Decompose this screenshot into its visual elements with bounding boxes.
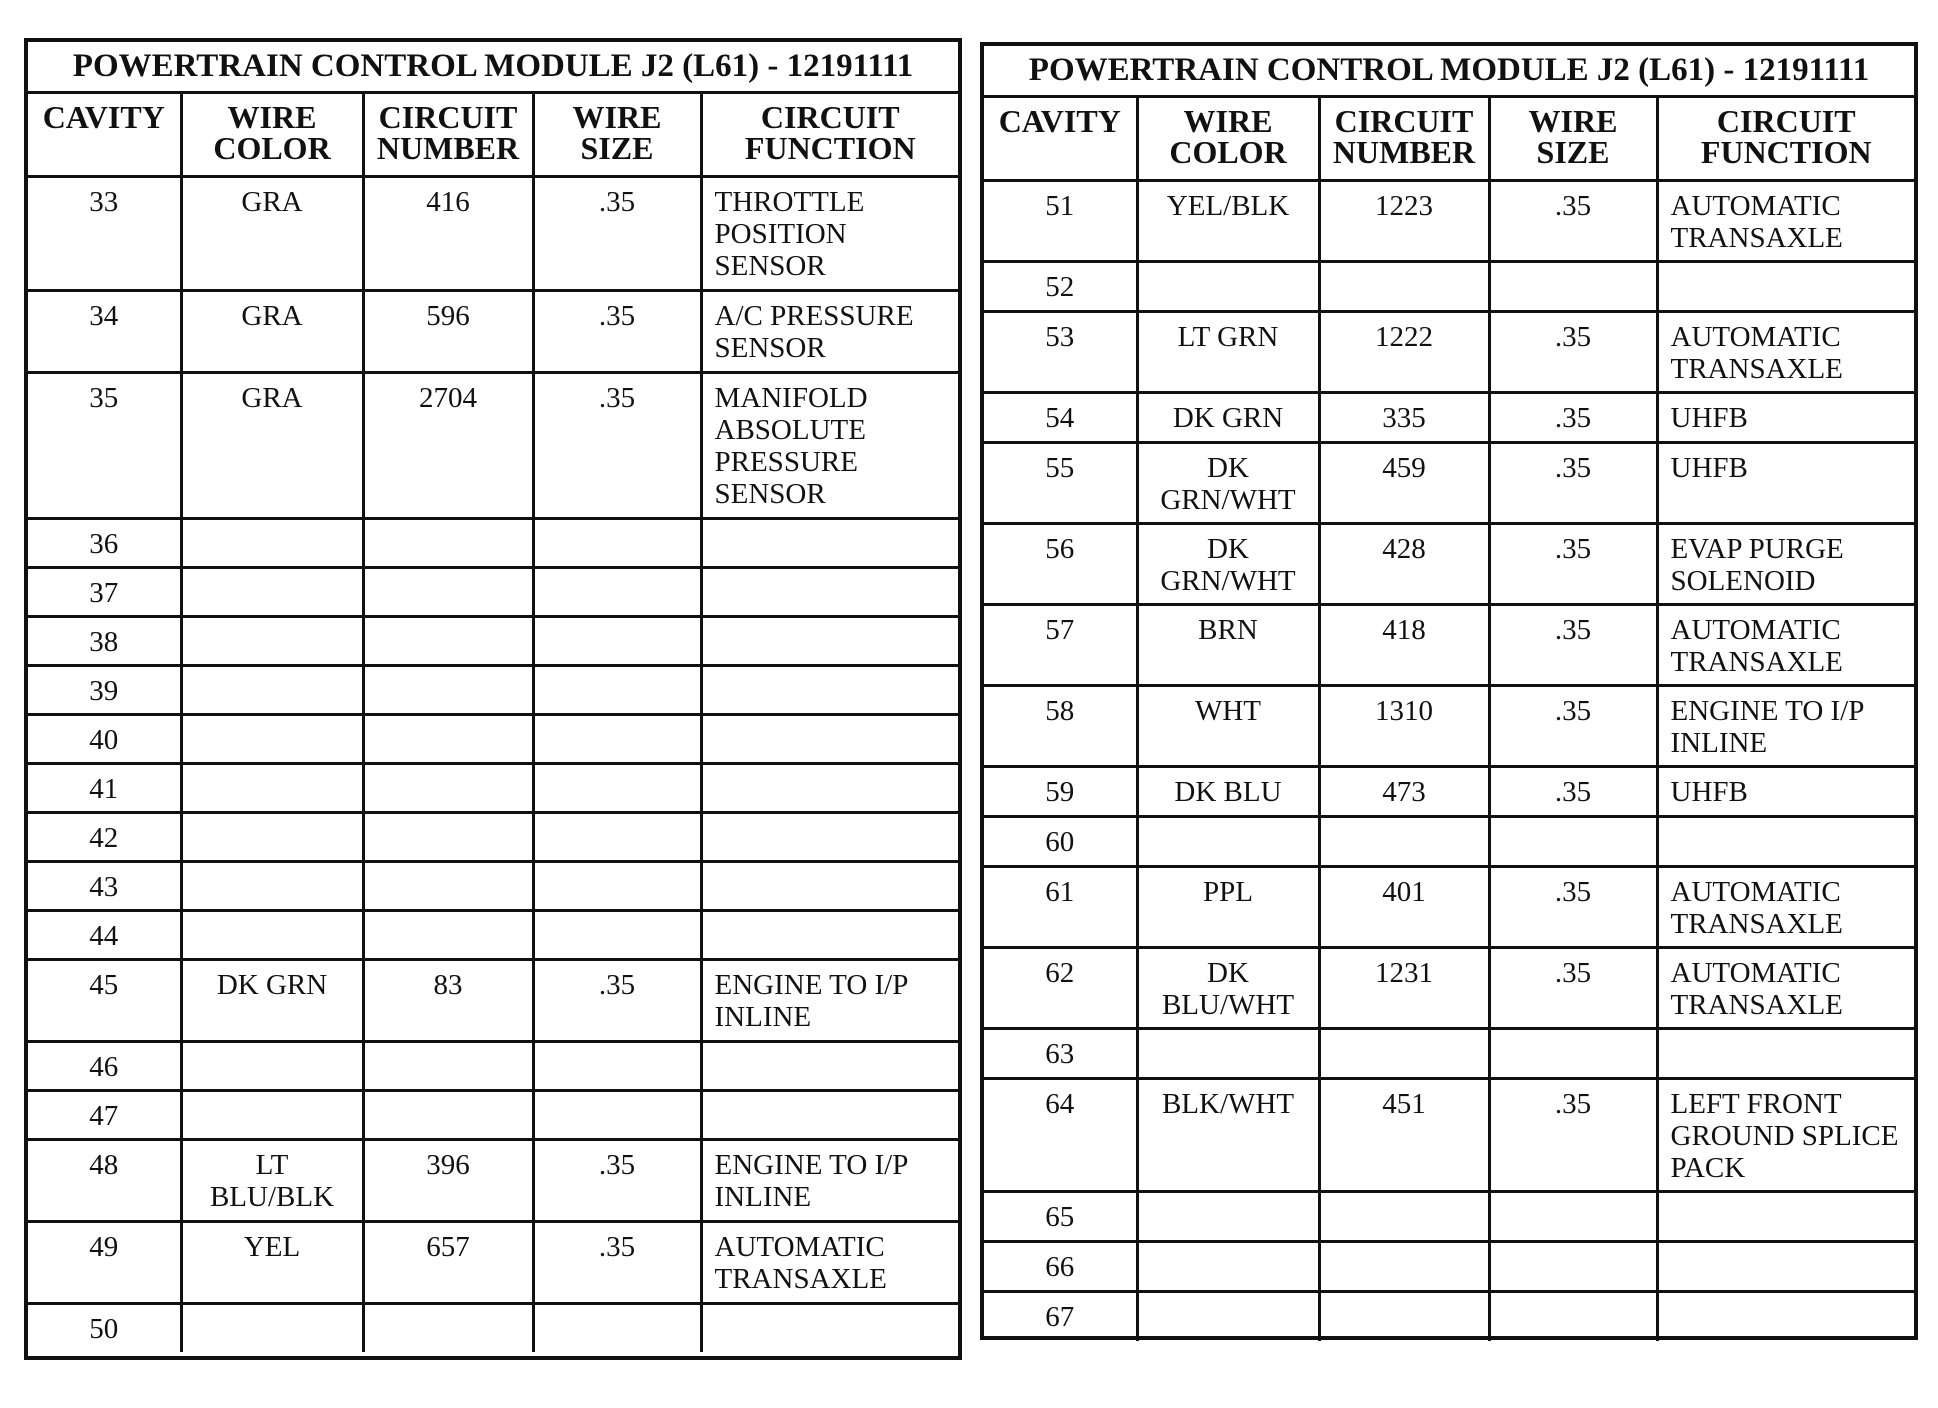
wire-size-cell: [533, 1303, 701, 1352]
wire-color-cell: DK GRN/WHT: [1137, 442, 1319, 523]
circuit-number-cell: 418: [1319, 604, 1489, 685]
header-cavity: CAVITY: [28, 92, 181, 176]
circuit-function-cell: AUTOMATIC TRANSAXLE: [1657, 947, 1914, 1028]
cavity-cell: 39: [28, 665, 181, 714]
table-row: [28, 616, 958, 665]
wire-size-cell: [533, 812, 701, 861]
circuit-function-cell: THROTTLE POSITION SENSOR: [701, 176, 958, 290]
cavity-cell: 50: [28, 1303, 181, 1352]
cavity-cell: 57: [984, 604, 1137, 685]
wire-size-cell: [533, 616, 701, 665]
wire-color-cell: [181, 1303, 363, 1352]
wire-size-cell: .35: [533, 372, 701, 518]
cavity-cell: 55: [984, 442, 1137, 523]
wire-color-cell: [181, 714, 363, 763]
circuit-function-cell: EVAP PURGE SOLENOID: [1657, 523, 1914, 604]
wire-color-cell: [181, 665, 363, 714]
wire-color-cell: DK GRN: [1137, 392, 1319, 442]
wire-size-cell: [533, 1041, 701, 1090]
wire-color-cell: DK BLU: [1137, 766, 1319, 816]
circuit-number-cell: [363, 567, 533, 616]
circuit-number-cell: [1319, 816, 1489, 866]
wire-color-cell: [181, 518, 363, 567]
circuit-number-cell: 416: [363, 176, 533, 290]
cavity-cell: 59: [984, 766, 1137, 816]
table-row: [28, 1221, 958, 1303]
table-row: [984, 685, 1914, 766]
circuit-function-cell: ENGINE TO I/P INLINE: [701, 959, 958, 1041]
header-circuit-number: CIRCUIT NUMBER: [1319, 96, 1489, 180]
cavity-cell: 38: [28, 616, 181, 665]
wire-size-cell: [533, 665, 701, 714]
table-row: [984, 947, 1914, 1028]
cavity-cell: 37: [28, 567, 181, 616]
wire-color-cell: PPL: [1137, 866, 1319, 947]
table-row: [28, 290, 958, 372]
wire-color-cell: LT BLU/BLK: [181, 1139, 363, 1221]
circuit-number-cell: 1231: [1319, 947, 1489, 1028]
table-row: [984, 180, 1914, 261]
connector-table: [28, 42, 958, 1352]
circuit-function-cell: [701, 616, 958, 665]
cavity-cell: 52: [984, 261, 1137, 311]
cavity-cell: 41: [28, 763, 181, 812]
wire-color-cell: [181, 616, 363, 665]
wire-size-cell: [1489, 816, 1657, 866]
wire-color-cell: LT GRN: [1137, 311, 1319, 392]
wire-color-cell: [1137, 1028, 1319, 1078]
wire-size-cell: [533, 714, 701, 763]
cavity-cell: 48: [28, 1139, 181, 1221]
circuit-function-cell: [701, 1303, 958, 1352]
circuit-function-cell: [701, 665, 958, 714]
cavity-cell: 53: [984, 311, 1137, 392]
cavity-cell: 51: [984, 180, 1137, 261]
circuit-function-cell: A/C PRESSURE SENSOR: [701, 290, 958, 372]
cavity-cell: 66: [984, 1241, 1137, 1291]
circuit-number-cell: [1319, 1028, 1489, 1078]
circuit-number-cell: 451: [1319, 1078, 1489, 1191]
cavity-cell: 54: [984, 392, 1137, 442]
circuit-number-cell: [1319, 1241, 1489, 1291]
wire-color-cell: [181, 1090, 363, 1139]
wire-size-cell: .35: [533, 290, 701, 372]
circuit-function-cell: [1657, 1241, 1914, 1291]
table-row: [984, 816, 1914, 866]
circuit-number-cell: [1319, 1191, 1489, 1241]
circuit-function-cell: UHFB: [1657, 442, 1914, 523]
circuit-number-cell: [363, 812, 533, 861]
circuit-function-cell: [701, 812, 958, 861]
table-row: [984, 1191, 1914, 1241]
circuit-function-cell: UHFB: [1657, 392, 1914, 442]
circuit-number-cell: 657: [363, 1221, 533, 1303]
wire-color-cell: [181, 861, 363, 910]
circuit-function-cell: [1657, 1291, 1914, 1341]
table-row: [28, 665, 958, 714]
wire-size-cell: .35: [1489, 180, 1657, 261]
circuit-function-cell: [701, 910, 958, 959]
connector-table: [984, 46, 1914, 1341]
circuit-number-cell: [363, 1090, 533, 1139]
circuit-number-cell: [1319, 1291, 1489, 1341]
circuit-function-cell: AUTOMATIC TRANSAXLE: [1657, 604, 1914, 685]
table-row: [28, 567, 958, 616]
cavity-cell: 65: [984, 1191, 1137, 1241]
wire-size-cell: [1489, 261, 1657, 311]
header-cavity: CAVITY: [984, 96, 1137, 180]
circuit-function-cell: [701, 861, 958, 910]
circuit-function-cell: [1657, 1191, 1914, 1241]
table-row: [984, 766, 1914, 816]
wire-color-cell: DK BLU/WHT: [1137, 947, 1319, 1028]
wire-color-cell: GRA: [181, 176, 363, 290]
circuit-number-cell: 1223: [1319, 180, 1489, 261]
pcm-table-right: [980, 42, 1918, 1340]
table-row: [28, 910, 958, 959]
header-circuit-function: CIRCUIT FUNCTION: [1657, 96, 1914, 180]
wire-size-cell: [1489, 1191, 1657, 1241]
wire-size-cell: .35: [1489, 1078, 1657, 1191]
cavity-cell: 62: [984, 947, 1137, 1028]
circuit-number-cell: 459: [1319, 442, 1489, 523]
circuit-function-cell: [701, 763, 958, 812]
cavity-cell: 34: [28, 290, 181, 372]
circuit-function-cell: AUTOMATIC TRANSAXLE: [1657, 866, 1914, 947]
wire-size-cell: [533, 1090, 701, 1139]
wire-color-cell: [181, 763, 363, 812]
wire-size-cell: [1489, 1241, 1657, 1291]
wire-color-cell: [1137, 816, 1319, 866]
wire-size-cell: [1489, 1028, 1657, 1078]
wire-color-cell: YEL/BLK: [1137, 180, 1319, 261]
table-row: [984, 442, 1914, 523]
wire-size-cell: .35: [1489, 685, 1657, 766]
wire-size-cell: [533, 567, 701, 616]
circuit-number-cell: [363, 910, 533, 959]
circuit-function-cell: [701, 1090, 958, 1139]
table-row: [28, 714, 958, 763]
cavity-cell: 46: [28, 1041, 181, 1090]
wire-size-cell: [533, 910, 701, 959]
wire-size-cell: .35: [1489, 392, 1657, 442]
wire-color-cell: DK GRN/WHT: [1137, 523, 1319, 604]
circuit-number-cell: 401: [1319, 866, 1489, 947]
wire-color-cell: [181, 812, 363, 861]
wire-size-cell: .35: [533, 959, 701, 1041]
cavity-cell: 49: [28, 1221, 181, 1303]
circuit-function-cell: [701, 518, 958, 567]
circuit-number-cell: 473: [1319, 766, 1489, 816]
wire-size-cell: [533, 763, 701, 812]
cavity-cell: 56: [984, 523, 1137, 604]
circuit-function-cell: MANIFOLD ABSOLUTE PRESSURE SENSOR: [701, 372, 958, 518]
circuit-number-cell: 335: [1319, 392, 1489, 442]
wire-size-cell: .35: [533, 1139, 701, 1221]
cavity-cell: 42: [28, 812, 181, 861]
wire-color-cell: [181, 1041, 363, 1090]
wire-color-cell: DK GRN: [181, 959, 363, 1041]
table-row: [28, 1090, 958, 1139]
table-row: [28, 518, 958, 567]
wire-color-cell: [1137, 1291, 1319, 1341]
circuit-number-cell: 428: [1319, 523, 1489, 604]
table-row: [984, 1241, 1914, 1291]
table-row: [28, 372, 958, 518]
table-row: [28, 176, 958, 290]
table-row: [28, 959, 958, 1041]
circuit-number-cell: [1319, 261, 1489, 311]
cavity-cell: 33: [28, 176, 181, 290]
circuit-number-cell: 83: [363, 959, 533, 1041]
cavity-cell: 58: [984, 685, 1137, 766]
table-row: [28, 763, 958, 812]
wire-size-cell: .35: [1489, 604, 1657, 685]
table-row: [984, 392, 1914, 442]
cavity-cell: 43: [28, 861, 181, 910]
table-title: POWERTRAIN CONTROL MODULE J2 (L61) - 12191111: [984, 46, 1914, 96]
wire-size-cell: .35: [533, 1221, 701, 1303]
cavity-cell: 67: [984, 1291, 1137, 1341]
cavity-cell: 60: [984, 816, 1137, 866]
wire-color-cell: [181, 567, 363, 616]
pcm-table-left: [24, 38, 962, 1360]
wire-color-cell: GRA: [181, 290, 363, 372]
table-row: [28, 812, 958, 861]
wire-size-cell: .35: [1489, 523, 1657, 604]
wire-color-cell: [1137, 1191, 1319, 1241]
wire-size-cell: [1489, 1291, 1657, 1341]
wire-color-cell: BLK/WHT: [1137, 1078, 1319, 1191]
circuit-number-cell: [363, 518, 533, 567]
wire-size-cell: .35: [533, 176, 701, 290]
table-row: [984, 866, 1914, 947]
circuit-number-cell: [363, 763, 533, 812]
table-row: [984, 604, 1914, 685]
table-row: [28, 1041, 958, 1090]
table-title: POWERTRAIN CONTROL MODULE J2 (L61) - 12191111: [28, 42, 958, 92]
table-row: [984, 1291, 1914, 1341]
table-row: [984, 1078, 1914, 1191]
wire-size-cell: [533, 861, 701, 910]
circuit-function-cell: ENGINE TO I/P INLINE: [701, 1139, 958, 1221]
circuit-number-cell: [363, 616, 533, 665]
header-wire-size: WIRE SIZE: [1489, 96, 1657, 180]
table-row: [28, 1303, 958, 1352]
wire-size-cell: .35: [1489, 311, 1657, 392]
circuit-function-cell: [701, 1041, 958, 1090]
circuit-number-cell: 596: [363, 290, 533, 372]
circuit-function-cell: ENGINE TO I/P INLINE: [1657, 685, 1914, 766]
header-circuit-function: CIRCUIT FUNCTION: [701, 92, 958, 176]
table-row: [984, 261, 1914, 311]
circuit-function-cell: AUTOMATIC TRANSAXLE: [701, 1221, 958, 1303]
circuit-number-cell: [363, 1303, 533, 1352]
circuit-function-cell: AUTOMATIC TRANSAXLE: [1657, 311, 1914, 392]
table-row: [28, 1139, 958, 1221]
circuit-number-cell: 1310: [1319, 685, 1489, 766]
circuit-function-cell: [701, 567, 958, 616]
cavity-cell: 35: [28, 372, 181, 518]
circuit-number-cell: [363, 861, 533, 910]
circuit-number-cell: [363, 665, 533, 714]
wire-size-cell: .35: [1489, 766, 1657, 816]
header-wire-color: WIRE COLOR: [1137, 96, 1319, 180]
table-row: [984, 523, 1914, 604]
circuit-function-cell: [701, 714, 958, 763]
circuit-number-cell: 2704: [363, 372, 533, 518]
circuit-number-cell: [363, 1041, 533, 1090]
cavity-cell: 64: [984, 1078, 1137, 1191]
cavity-cell: 61: [984, 866, 1137, 947]
cavity-cell: 36: [28, 518, 181, 567]
table-row: [984, 311, 1914, 392]
circuit-number-cell: 396: [363, 1139, 533, 1221]
circuit-function-cell: UHFB: [1657, 766, 1914, 816]
wire-color-cell: YEL: [181, 1221, 363, 1303]
wire-color-cell: [1137, 1241, 1319, 1291]
cavity-cell: 44: [28, 910, 181, 959]
wire-color-cell: WHT: [1137, 685, 1319, 766]
circuit-function-cell: [1657, 816, 1914, 866]
cavity-cell: 63: [984, 1028, 1137, 1078]
circuit-number-cell: [363, 714, 533, 763]
wire-size-cell: [533, 518, 701, 567]
circuit-function-cell: [1657, 261, 1914, 311]
table-row: [28, 861, 958, 910]
header-wire-color: WIRE COLOR: [181, 92, 363, 176]
circuit-function-cell: AUTOMATIC TRANSAXLE: [1657, 180, 1914, 261]
circuit-number-cell: 1222: [1319, 311, 1489, 392]
wire-color-cell: [1137, 261, 1319, 311]
wire-color-cell: [181, 910, 363, 959]
cavity-cell: 40: [28, 714, 181, 763]
circuit-function-cell: [1657, 1028, 1914, 1078]
circuit-function-cell: LEFT FRONT GROUND SPLICE PACK: [1657, 1078, 1914, 1191]
header-circuit-number: CIRCUIT NUMBER: [363, 92, 533, 176]
cavity-cell: 45: [28, 959, 181, 1041]
wire-color-cell: GRA: [181, 372, 363, 518]
wire-color-cell: BRN: [1137, 604, 1319, 685]
table-row: [984, 1028, 1914, 1078]
wire-size-cell: .35: [1489, 947, 1657, 1028]
header-wire-size: WIRE SIZE: [533, 92, 701, 176]
cavity-cell: 47: [28, 1090, 181, 1139]
wire-size-cell: .35: [1489, 442, 1657, 523]
wire-size-cell: .35: [1489, 866, 1657, 947]
